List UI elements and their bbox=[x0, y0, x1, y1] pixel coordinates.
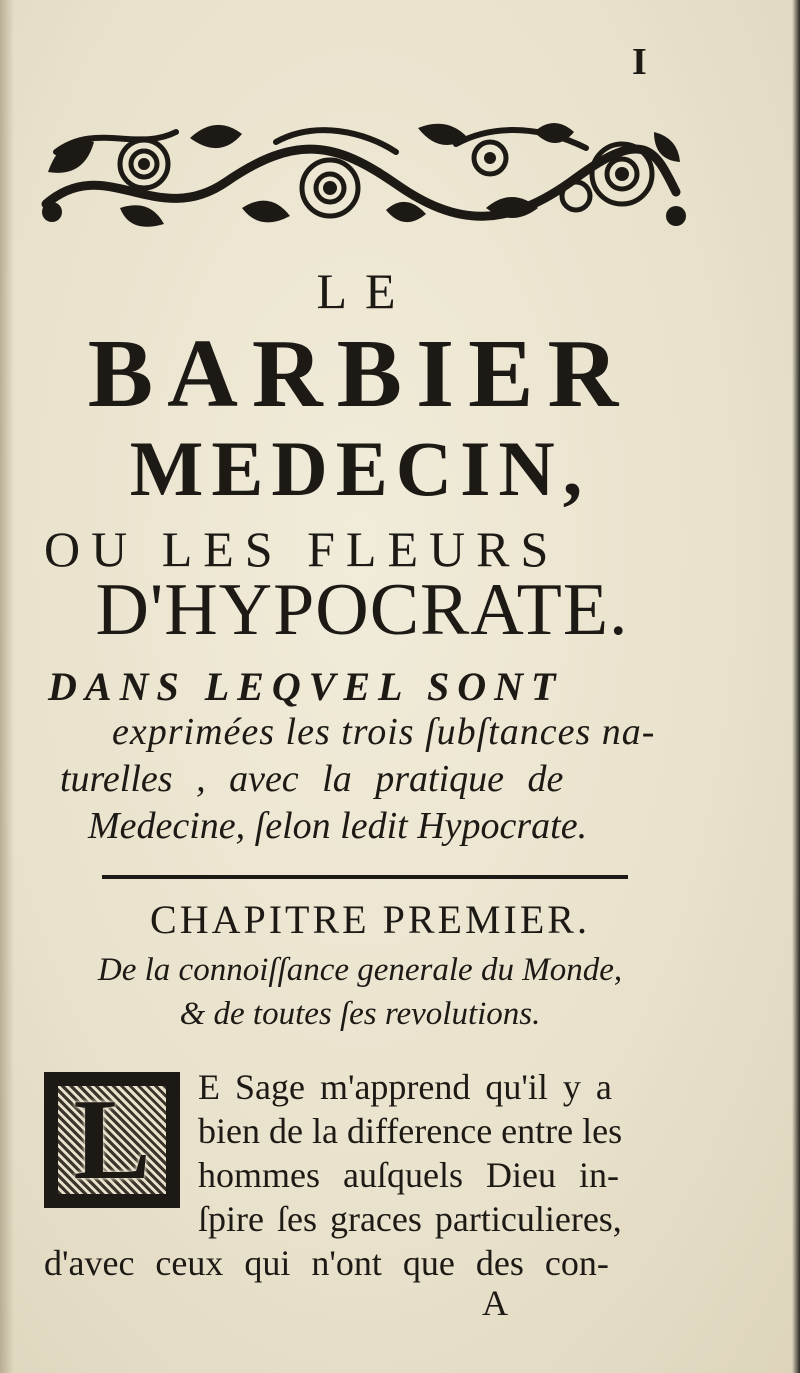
subtitle-line-3: turelles , avec la pratique de bbox=[60, 758, 564, 800]
title-line-le: LE bbox=[316, 263, 414, 319]
body-line-2: bien de la difference entre les bbox=[198, 1111, 623, 1151]
subtitle-line-4: Medecine, ſelon ledit Hypocrate. bbox=[88, 805, 588, 847]
chapter-subheading-2: & de toutes ſes revolutions. bbox=[179, 996, 541, 1032]
drop-cap-letter: L bbox=[73, 1076, 151, 1204]
chapter-heading: CHAPITRE PREMIER. bbox=[150, 897, 590, 942]
body-line-5: d'avec ceux qui n'ont que des con- bbox=[44, 1243, 609, 1283]
signature-mark: A bbox=[482, 1283, 508, 1323]
chapter-subheading-1: De la connoiſſance generale du Monde, bbox=[97, 952, 623, 988]
body-line-1: E Sage m'apprend qu'il y a bbox=[198, 1067, 612, 1107]
ornamental-initial-L-icon bbox=[44, 1072, 180, 1208]
subtitle-line-1: DANS LEQVEL SONT bbox=[48, 664, 564, 709]
section-divider bbox=[102, 875, 628, 879]
title-line-hypocrate: D'HYPOCRATE. bbox=[95, 569, 629, 651]
body-line-3: hommes auſquels Dieu in- bbox=[198, 1155, 619, 1195]
gutter-shadow bbox=[0, 0, 14, 1373]
page-edge bbox=[792, 0, 800, 1373]
body-line-4: ſpire ſes graces particulieres, bbox=[198, 1199, 622, 1239]
title-line-medecin: MEDECIN, bbox=[129, 425, 591, 512]
title-line-barbier: BARBIER bbox=[87, 320, 633, 428]
floral-vine-headpiece-icon bbox=[36, 112, 686, 232]
page-number: I bbox=[632, 41, 647, 83]
subtitle-line-2: exprimées les trois ſubſtances na- bbox=[112, 711, 656, 753]
title-line-fleurs: OU LES FLEURS bbox=[44, 521, 560, 577]
